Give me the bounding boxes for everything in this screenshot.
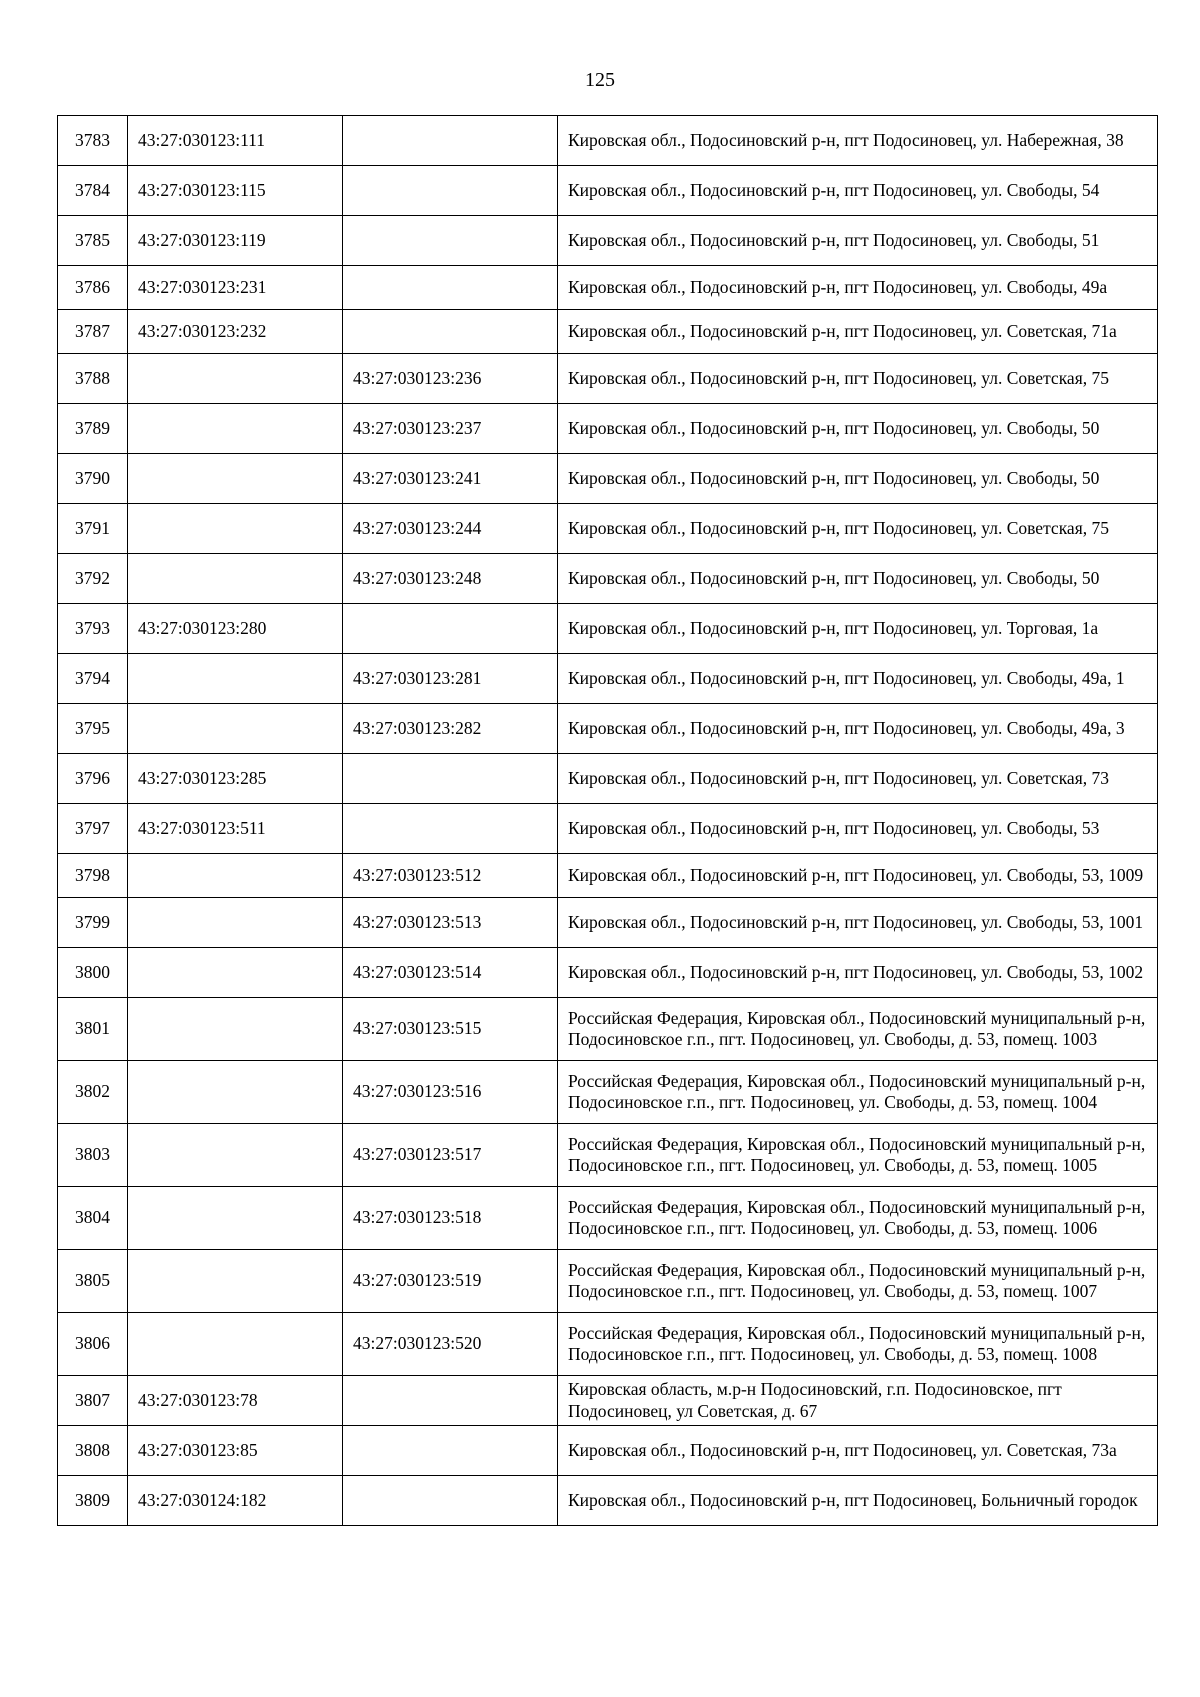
address-cell: Кировская обл., Подосиновский р-н, пгт Подосиновец, ул. Советская, 73: [558, 754, 1158, 804]
cadastral-number-cell: 43:27:030123:511: [128, 804, 343, 854]
registry-table-body: [58, 116, 1158, 1526]
related-cadastral-number-cell: 43:27:030123:515: [343, 998, 558, 1061]
row-number-cell: 3797: [58, 804, 128, 854]
row-number-cell: 3792: [58, 554, 128, 604]
related-cadastral-number-cell: [343, 754, 558, 804]
cadastral-number-cell: [128, 554, 343, 604]
table-row: [58, 654, 1158, 704]
address-cell: Российская Федерация, Кировская обл., Подосиновский муниципальный р-н, Подосиновское г.п., пгт. Подосиновец, ул. Свободы, д. 53, помещ. 1005: [558, 1124, 1158, 1187]
address-cell: Кировская обл., Подосиновский р-н, пгт Подосиновец, ул. Свободы, 54: [558, 166, 1158, 216]
address-cell: Российская Федерация, Кировская обл., Подосиновский муниципальный р-н, Подосиновское г.п., пгт. Подосиновец, ул. Свободы, д. 53, помещ. 1003: [558, 998, 1158, 1061]
related-cadastral-number-cell: 43:27:030123:282: [343, 704, 558, 754]
row-number-cell: 3796: [58, 754, 128, 804]
table-row: [58, 1187, 1158, 1250]
address-cell: Кировская обл., Подосиновский р-н, пгт Подосиновец, ул. Свободы, 50: [558, 454, 1158, 504]
address-cell: Кировская обл., Подосиновский р-н, пгт Подосиновец, ул. Свободы, 53, 1002: [558, 948, 1158, 998]
related-cadastral-number-cell: 43:27:030123:517: [343, 1124, 558, 1187]
row-number-cell: 3801: [58, 998, 128, 1061]
cadastral-number-cell: 43:27:030124:182: [128, 1476, 343, 1526]
page-number: 125: [585, 69, 615, 91]
table-row: [58, 1124, 1158, 1187]
row-number-cell: 3808: [58, 1426, 128, 1476]
row-number-cell: 3791: [58, 504, 128, 554]
table-row: [58, 1376, 1158, 1426]
address-cell: Кировская обл., Подосиновский р-н, пгт Подосиновец, Больничный городок: [558, 1476, 1158, 1526]
address-cell: Кировская обл., Подосиновский р-н, пгт Подосиновец, ул. Советская, 75: [558, 354, 1158, 404]
row-number-cell: 3787: [58, 310, 128, 354]
row-number-cell: 3783: [58, 116, 128, 166]
related-cadastral-number-cell: 43:27:030123:518: [343, 1187, 558, 1250]
address-cell: Кировская обл., Подосиновский р-н, пгт Подосиновец, ул. Свободы, 53: [558, 804, 1158, 854]
related-cadastral-number-cell: [343, 216, 558, 266]
address-cell: Кировская обл., Подосиновский р-н, пгт Подосиновец, ул. Торговая, 1а: [558, 604, 1158, 654]
row-number-cell: 3798: [58, 854, 128, 898]
row-number-cell: 3802: [58, 1061, 128, 1124]
cadastral-number-cell: [128, 704, 343, 754]
table-row: [58, 754, 1158, 804]
address-cell: Кировская обл., Подосиновский р-н, пгт Подосиновец, ул. Свободы, 50: [558, 554, 1158, 604]
cadastral-number-cell: 43:27:030123:78: [128, 1376, 343, 1426]
cadastral-number-cell: [128, 1124, 343, 1187]
related-cadastral-number-cell: 43:27:030123:513: [343, 898, 558, 948]
related-cadastral-number-cell: [343, 1376, 558, 1426]
related-cadastral-number-cell: 43:27:030123:244: [343, 504, 558, 554]
related-cadastral-number-cell: 43:27:030123:248: [343, 554, 558, 604]
table-row: [58, 404, 1158, 454]
table-row: [58, 354, 1158, 404]
related-cadastral-number-cell: [343, 166, 558, 216]
address-cell: Кировская область, м.р-н Подосиновский, г.п. Подосиновское, пгт Подосиновец, ул Советская, д. 67: [558, 1376, 1158, 1426]
related-cadastral-number-cell: 43:27:030123:520: [343, 1313, 558, 1376]
related-cadastral-number-cell: [343, 1476, 558, 1526]
address-cell: Кировская обл., Подосиновский р-н, пгт Подосиновец, ул. Советская, 75: [558, 504, 1158, 554]
row-number-cell: 3803: [58, 1124, 128, 1187]
table-row: [58, 854, 1158, 898]
row-number-cell: 3785: [58, 216, 128, 266]
cadastral-number-cell: 43:27:030123:231: [128, 266, 343, 310]
related-cadastral-number-cell: [343, 266, 558, 310]
related-cadastral-number-cell: 43:27:030123:516: [343, 1061, 558, 1124]
address-cell: Кировская обл., Подосиновский р-н, пгт Подосиновец, ул. Свободы, 49а, 1: [558, 654, 1158, 704]
address-cell: Кировская обл., Подосиновский р-н, пгт Подосиновец, ул. Свободы, 49а: [558, 266, 1158, 310]
address-cell: Кировская обл., Подосиновский р-н, пгт Подосиновец, ул. Набережная, 38: [558, 116, 1158, 166]
related-cadastral-number-cell: [343, 310, 558, 354]
table-row: [58, 948, 1158, 998]
address-cell: Кировская обл., Подосиновский р-н, пгт Подосиновец, ул. Свободы, 50: [558, 404, 1158, 454]
table-row: [58, 898, 1158, 948]
related-cadastral-number-cell: 43:27:030123:241: [343, 454, 558, 504]
row-number-cell: 3789: [58, 404, 128, 454]
cadastral-number-cell: [128, 898, 343, 948]
address-cell: Российская Федерация, Кировская обл., Подосиновский муниципальный р-н, Подосиновское г.п., пгт. Подосиновец, ул. Свободы, д. 53, помещ. 1008: [558, 1313, 1158, 1376]
row-number-cell: 3784: [58, 166, 128, 216]
row-number-cell: 3807: [58, 1376, 128, 1426]
cadastral-number-cell: [128, 948, 343, 998]
address-cell: Кировская обл., Подосиновский р-н, пгт Подосиновец, ул. Свободы, 49а, 3: [558, 704, 1158, 754]
cadastral-number-cell: [128, 504, 343, 554]
cadastral-number-cell: 43:27:030123:285: [128, 754, 343, 804]
cadastral-number-cell: [128, 654, 343, 704]
row-number-cell: 3805: [58, 1250, 128, 1313]
row-number-cell: 3793: [58, 604, 128, 654]
cadastral-number-cell: [128, 1061, 343, 1124]
table-row: [58, 266, 1158, 310]
cadastral-number-cell: [128, 998, 343, 1061]
cadastral-number-cell: [128, 854, 343, 898]
table-row: [58, 604, 1158, 654]
cadastral-number-cell: 43:27:030123:111: [128, 116, 343, 166]
address-cell: Российская Федерация, Кировская обл., Подосиновский муниципальный р-н, Подосиновское г.п., пгт. Подосиновец, ул. Свободы, д. 53, помещ. 1004: [558, 1061, 1158, 1124]
related-cadastral-number-cell: [343, 116, 558, 166]
table-row: [58, 166, 1158, 216]
table-row: [58, 1426, 1158, 1476]
cadastral-number-cell: [128, 1187, 343, 1250]
address-cell: Кировская обл., Подосиновский р-н, пгт Подосиновец, ул. Свободы, 51: [558, 216, 1158, 266]
table-row: [58, 1250, 1158, 1313]
table-row: [58, 554, 1158, 604]
cadastral-number-cell: 43:27:030123:85: [128, 1426, 343, 1476]
table-row: [58, 504, 1158, 554]
row-number-cell: 3804: [58, 1187, 128, 1250]
related-cadastral-number-cell: 43:27:030123:236: [343, 354, 558, 404]
table-row: [58, 116, 1158, 166]
related-cadastral-number-cell: [343, 604, 558, 654]
address-cell: Российская Федерация, Кировская обл., Подосиновский муниципальный р-н, Подосиновское г.п., пгт. Подосиновец, ул. Свободы, д. 53, помещ. 1007: [558, 1250, 1158, 1313]
related-cadastral-number-cell: 43:27:030123:281: [343, 654, 558, 704]
table-row: [58, 804, 1158, 854]
address-cell: Кировская обл., Подосиновский р-н, пгт Подосиновец, ул. Свободы, 53, 1009: [558, 854, 1158, 898]
row-number-cell: 3806: [58, 1313, 128, 1376]
address-cell: Российская Федерация, Кировская обл., Подосиновский муниципальный р-н, Подосиновское г.п., пгт. Подосиновец, ул. Свободы, д. 53, помещ. 1006: [558, 1187, 1158, 1250]
related-cadastral-number-cell: 43:27:030123:512: [343, 854, 558, 898]
row-number-cell: 3809: [58, 1476, 128, 1526]
address-cell: Кировская обл., Подосиновский р-н, пгт Подосиновец, ул. Советская, 71а: [558, 310, 1158, 354]
row-number-cell: 3794: [58, 654, 128, 704]
cadastral-number-cell: 43:27:030123:115: [128, 166, 343, 216]
row-number-cell: 3790: [58, 454, 128, 504]
related-cadastral-number-cell: 43:27:030123:519: [343, 1250, 558, 1313]
table-row: [58, 704, 1158, 754]
cadastral-number-cell: 43:27:030123:280: [128, 604, 343, 654]
related-cadastral-number-cell: 43:27:030123:514: [343, 948, 558, 998]
table-row: [58, 1476, 1158, 1526]
registry-table: [57, 115, 1158, 1526]
row-number-cell: 3786: [58, 266, 128, 310]
related-cadastral-number-cell: [343, 1426, 558, 1476]
row-number-cell: 3800: [58, 948, 128, 998]
cadastral-number-cell: [128, 1250, 343, 1313]
cadastral-number-cell: 43:27:030123:119: [128, 216, 343, 266]
row-number-cell: 3799: [58, 898, 128, 948]
cadastral-number-cell: 43:27:030123:232: [128, 310, 343, 354]
row-number-cell: 3795: [58, 704, 128, 754]
table-row: [58, 454, 1158, 504]
cadastral-number-cell: [128, 404, 343, 454]
address-cell: Кировская обл., Подосиновский р-н, пгт Подосиновец, ул. Свободы, 53, 1001: [558, 898, 1158, 948]
cadastral-number-cell: [128, 354, 343, 404]
table-row: [58, 1061, 1158, 1124]
row-number-cell: 3788: [58, 354, 128, 404]
related-cadastral-number-cell: 43:27:030123:237: [343, 404, 558, 454]
related-cadastral-number-cell: [343, 804, 558, 854]
cadastral-number-cell: [128, 454, 343, 504]
table-row: [58, 998, 1158, 1061]
table-row: [58, 310, 1158, 354]
address-cell: Кировская обл., Подосиновский р-н, пгт Подосиновец, ул. Советская, 73а: [558, 1426, 1158, 1476]
table-row: [58, 1313, 1158, 1376]
table-row: [58, 216, 1158, 266]
cadastral-number-cell: [128, 1313, 343, 1376]
